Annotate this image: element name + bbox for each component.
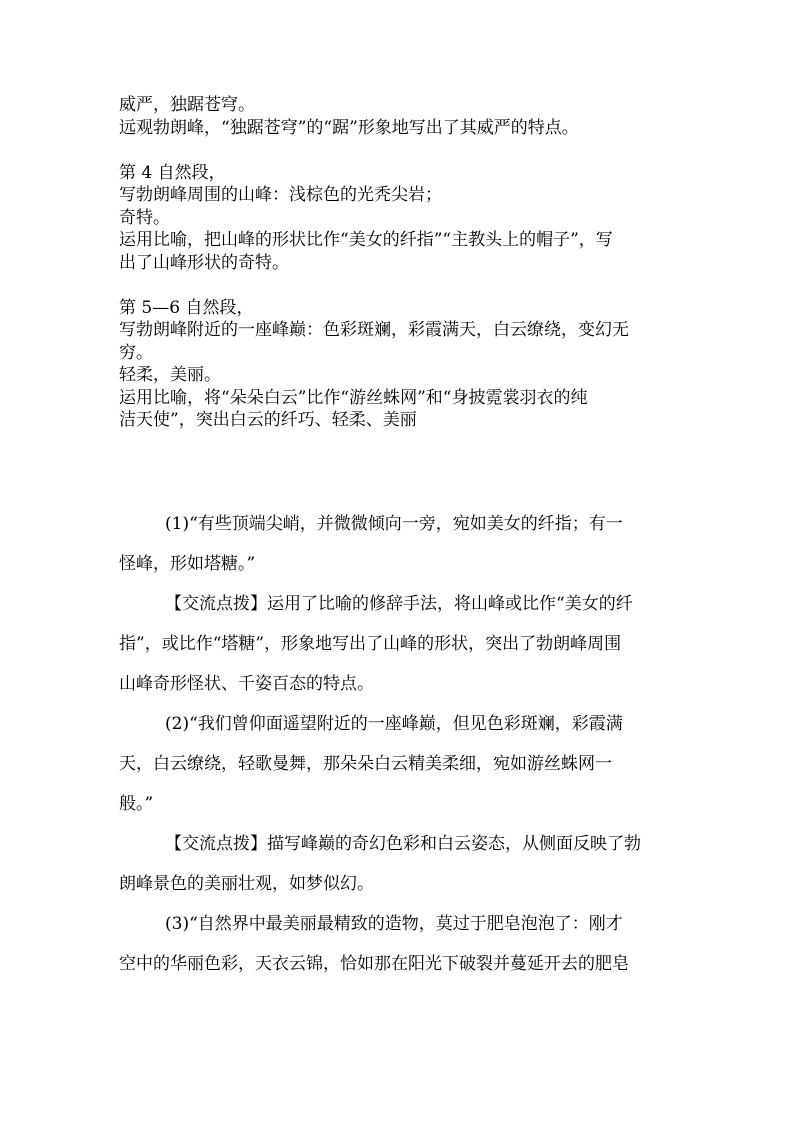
text-line: (1)“有些顶端尖峭，并微微倾向一旁，宛如美女的纤指；有一 [165, 514, 623, 534]
text-line: 远观勃朗峰，“独踞苍穹”的“踞”形象地写出了其威严的特点。 [119, 117, 579, 138]
text-line: 威严，独踞苍穹。 [119, 95, 255, 115]
text-line: 天，白云缭绕，轻歌曼舞，那朵朵白云精美柔细，宛如游丝蛛网一 [119, 754, 612, 774]
text-line: 空中的华丽色彩，天衣云锦，恰如那在阳光下破裂并蔓延开去的肥皂 [119, 954, 629, 974]
quote-paragraph-2 [119, 704, 679, 824]
text-line: 写勃朗峰周围的山峰：浅棕色的光秃尖岩； [119, 185, 442, 205]
text-line: 怪峰，形如塔糖。” [119, 554, 256, 574]
text-line: (2)“我们曾仰面遥望附近的一座峰巅，但见色彩斑斓，彩霞满 [165, 714, 623, 734]
comment-paragraph-1 [119, 584, 679, 704]
quote-paragraph-3 [119, 904, 679, 984]
text-line: 运用比喻，把山峰的形状比作“美女的纤指”“主教头上的帽子”，写 [119, 230, 613, 250]
analysis-section [119, 504, 679, 984]
answer-notes [119, 94, 679, 432]
text-line: 般。” [119, 794, 154, 814]
text-line: (3)“自然界中最美丽最精致的造物，莫过于肥皂泡泡了：刚才 [165, 914, 623, 934]
text-line: 出了山峰形状的奇特。 [119, 252, 289, 273]
text-line: 写勃朗峰附近的一座峰巅：色彩斑斓，彩霞满天，白云缭绕，变幻无 [119, 320, 629, 340]
text-line: 【交流点拨】运用了比喻的修辞手法，将山峰或比作“美女的纤 [165, 594, 633, 614]
text-line: 【交流点拨】描写峰巅的奇幻色彩和白云姿态，从侧面反映了勃 [165, 834, 641, 854]
text-line: 轻柔，美丽。 [119, 365, 221, 385]
text-line: 奇特。 [119, 207, 170, 228]
text-line: 穷。 [119, 342, 153, 363]
text-line: 运用比喻，将“朵朵白云”比作“游丝蛛网”和“身披霓裳羽衣的纯 [119, 387, 588, 408]
section-heading: 第 4 自然段， [119, 162, 226, 183]
comment-paragraph-2 [119, 824, 679, 904]
text-line: 指”，或比作“塔糖”，形象地写出了山峰的形状，突出了勃朗峰周围 [119, 634, 622, 654]
section-heading: 第 5—6 自然段， [119, 297, 254, 318]
text-line: 洁天使”，突出白云的纤巧、轻柔、美丽 [119, 410, 417, 430]
text-line: 山峰奇形怪状、千姿百态的特点。 [119, 674, 374, 694]
quote-paragraph-1 [119, 504, 679, 584]
text-line: 朗峰景色的美丽壮观，如梦似幻。 [119, 874, 374, 894]
